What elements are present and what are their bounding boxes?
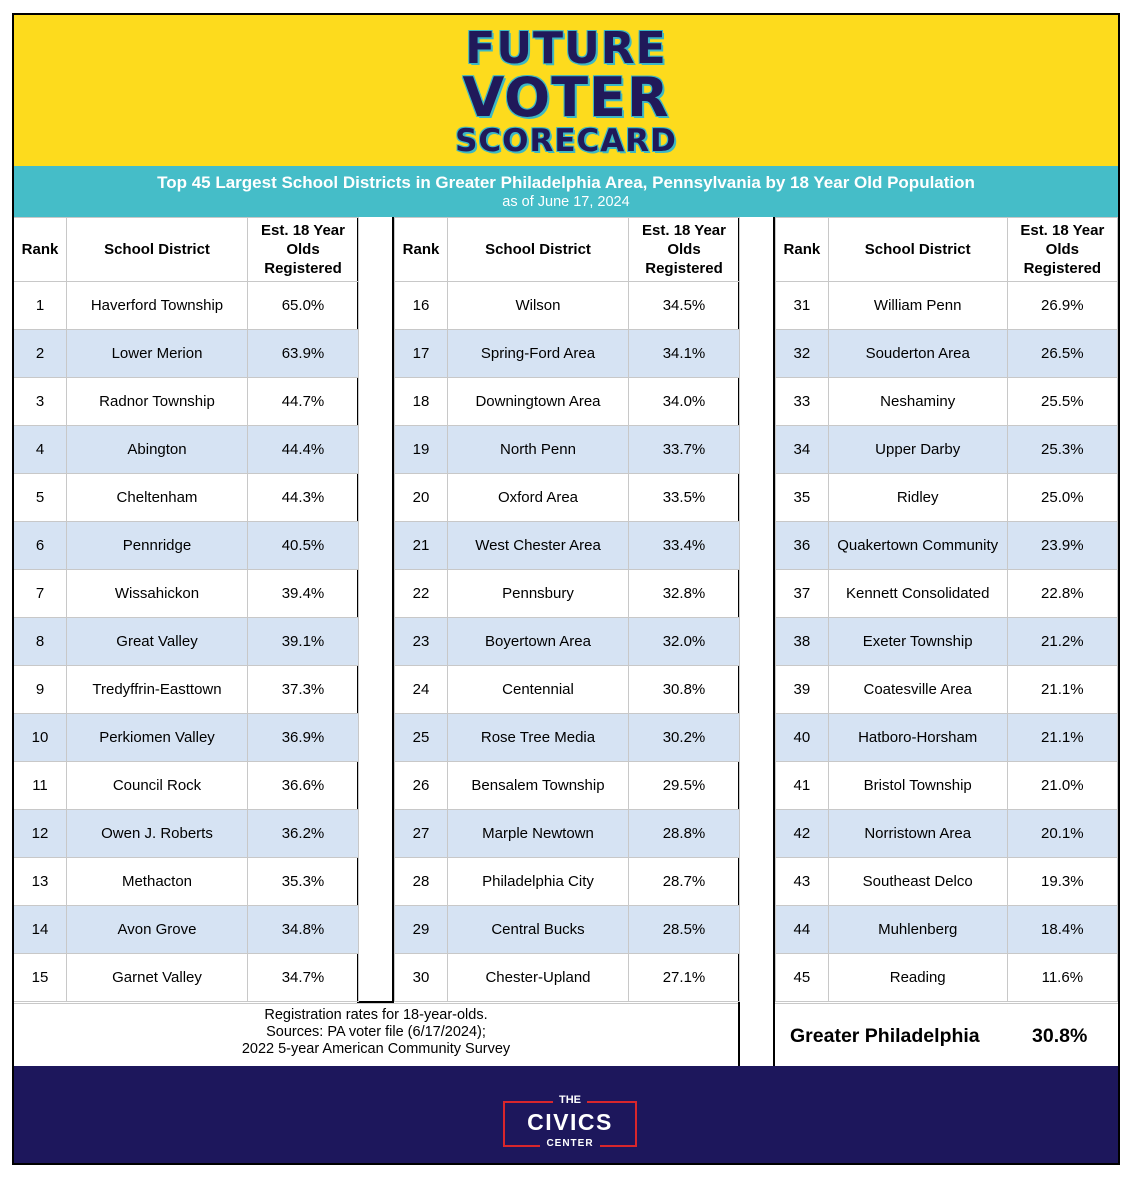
table-row bbox=[776, 858, 1118, 906]
district-cell: William Penn bbox=[828, 282, 1007, 330]
district-cell: Lower Merion bbox=[67, 330, 248, 378]
table-row bbox=[14, 618, 359, 666]
table-row bbox=[395, 666, 740, 714]
rank-cell: 7 bbox=[14, 570, 67, 618]
rank-cell: 27 bbox=[395, 810, 448, 858]
title-banner bbox=[14, 15, 1118, 166]
district-cell: Downingtown Area bbox=[448, 378, 629, 426]
logo-line-voter: VOTER bbox=[462, 66, 670, 129]
rank-cell: 37 bbox=[776, 570, 829, 618]
district-cell: Exeter Township bbox=[828, 618, 1007, 666]
district-cell: North Penn bbox=[448, 426, 629, 474]
table-row bbox=[776, 618, 1118, 666]
registered-pct-cell: 40.5% bbox=[248, 522, 359, 570]
rank-cell: 42 bbox=[776, 810, 829, 858]
registered-pct-cell: 28.5% bbox=[629, 906, 740, 954]
rank-cell: 11 bbox=[14, 762, 67, 810]
table-row bbox=[776, 762, 1118, 810]
registered-pct-cell: 34.7% bbox=[248, 954, 359, 1002]
rank-cell: 10 bbox=[14, 714, 67, 762]
registered-pct-cell: 25.0% bbox=[1007, 474, 1117, 522]
table-row bbox=[776, 330, 1118, 378]
rank-cell: 4 bbox=[14, 426, 67, 474]
table-row bbox=[395, 954, 740, 1002]
rank-cell: 35 bbox=[776, 474, 829, 522]
ranking-table bbox=[13, 217, 359, 1002]
district-cell: Chester-Upland bbox=[448, 954, 629, 1002]
header-school-district: School District bbox=[448, 218, 629, 282]
table-row bbox=[395, 282, 740, 330]
table-row bbox=[14, 762, 359, 810]
registered-pct-cell: 25.3% bbox=[1007, 426, 1117, 474]
table-row bbox=[14, 858, 359, 906]
header-school-district: School District bbox=[828, 218, 1007, 282]
district-cell: Neshaminy bbox=[828, 378, 1007, 426]
registered-pct-cell: 34.0% bbox=[629, 378, 740, 426]
table-row bbox=[395, 618, 740, 666]
date-label: as of June 17, 2024 bbox=[502, 194, 630, 210]
registered-pct-cell: 39.1% bbox=[248, 618, 359, 666]
page-title: Top 45 Largest School Districts in Greater Philadelphia Area, Pennsylvania by 18 Year Old Population bbox=[157, 173, 975, 192]
table-row bbox=[14, 906, 359, 954]
table-row bbox=[395, 474, 740, 522]
registered-pct-cell: 44.3% bbox=[248, 474, 359, 522]
table-row bbox=[776, 666, 1118, 714]
table-row bbox=[776, 906, 1118, 954]
rank-cell: 13 bbox=[14, 858, 67, 906]
header-school-district: School District bbox=[67, 218, 248, 282]
rank-cell: 44 bbox=[776, 906, 829, 954]
district-cell: Tredyffrin-Easttown bbox=[67, 666, 248, 714]
rank-cell: 17 bbox=[395, 330, 448, 378]
total-row bbox=[775, 1003, 1118, 1066]
registered-pct-cell: 20.1% bbox=[1007, 810, 1117, 858]
registered-pct-cell: 34.8% bbox=[248, 906, 359, 954]
table-row bbox=[14, 330, 359, 378]
rank-cell: 23 bbox=[395, 618, 448, 666]
registered-pct-cell: 36.2% bbox=[248, 810, 359, 858]
district-cell: Southeast Delco bbox=[828, 858, 1007, 906]
registered-pct-cell: 21.1% bbox=[1007, 714, 1117, 762]
table-row bbox=[14, 714, 359, 762]
registered-pct-cell: 21.1% bbox=[1007, 666, 1117, 714]
district-cell: Cheltenham bbox=[67, 474, 248, 522]
district-cell: Bensalem Township bbox=[448, 762, 629, 810]
district-cell: Central Bucks bbox=[448, 906, 629, 954]
rank-cell: 40 bbox=[776, 714, 829, 762]
registered-pct-cell: 25.5% bbox=[1007, 378, 1117, 426]
table-row bbox=[14, 282, 359, 330]
table-row bbox=[395, 858, 740, 906]
rank-cell: 12 bbox=[14, 810, 67, 858]
registered-pct-cell: 18.4% bbox=[1007, 906, 1117, 954]
table-row bbox=[395, 330, 740, 378]
rank-cell: 22 bbox=[395, 570, 448, 618]
district-cell: Boyertown Area bbox=[448, 618, 629, 666]
registered-pct-cell: 30.2% bbox=[629, 714, 740, 762]
header-registered: Est. 18 Year Olds Registered bbox=[629, 218, 740, 282]
registered-pct-cell: 33.4% bbox=[629, 522, 740, 570]
rank-cell: 26 bbox=[395, 762, 448, 810]
rank-cell: 41 bbox=[776, 762, 829, 810]
district-cell: Oxford Area bbox=[448, 474, 629, 522]
district-cell: Wissahickon bbox=[67, 570, 248, 618]
table-row bbox=[776, 810, 1118, 858]
total-value: 30.8% bbox=[1032, 1025, 1088, 1047]
rank-cell: 16 bbox=[395, 282, 448, 330]
column-gutter bbox=[738, 217, 775, 1068]
rank-cell: 31 bbox=[776, 282, 829, 330]
rank-cell: 8 bbox=[14, 618, 67, 666]
registered-pct-cell: 23.9% bbox=[1007, 522, 1117, 570]
registered-pct-cell: 32.0% bbox=[629, 618, 740, 666]
registered-pct-cell: 28.8% bbox=[629, 810, 740, 858]
rank-cell: 15 bbox=[14, 954, 67, 1002]
source-notes bbox=[14, 1003, 738, 1066]
table-row bbox=[395, 762, 740, 810]
district-cell: Philadelphia City bbox=[448, 858, 629, 906]
district-cell: Muhlenberg bbox=[828, 906, 1007, 954]
table-row bbox=[14, 522, 359, 570]
table-header-row bbox=[14, 218, 359, 282]
table-row bbox=[395, 714, 740, 762]
footer-band bbox=[14, 1066, 1118, 1163]
rank-cell: 32 bbox=[776, 330, 829, 378]
table-row bbox=[776, 714, 1118, 762]
registered-pct-cell: 33.7% bbox=[629, 426, 740, 474]
registered-pct-cell: 21.0% bbox=[1007, 762, 1117, 810]
district-cell: Ridley bbox=[828, 474, 1007, 522]
district-cell: Haverford Township bbox=[67, 282, 248, 330]
header-rank: Rank bbox=[776, 218, 829, 282]
table-row bbox=[14, 378, 359, 426]
rank-cell: 28 bbox=[395, 858, 448, 906]
column-gutter bbox=[357, 217, 394, 1003]
table-row bbox=[14, 474, 359, 522]
registered-pct-cell: 19.3% bbox=[1007, 858, 1117, 906]
rank-cell: 24 bbox=[395, 666, 448, 714]
district-cell: West Chester Area bbox=[448, 522, 629, 570]
district-cell: Norristown Area bbox=[828, 810, 1007, 858]
rank-cell: 39 bbox=[776, 666, 829, 714]
district-cell: Avon Grove bbox=[67, 906, 248, 954]
rank-cell: 1 bbox=[14, 282, 67, 330]
registered-pct-cell: 65.0% bbox=[248, 282, 359, 330]
header-rank: Rank bbox=[14, 218, 67, 282]
district-cell: Centennial bbox=[448, 666, 629, 714]
district-cell: Great Valley bbox=[67, 618, 248, 666]
total-label: Greater Philadelphia bbox=[790, 1025, 980, 1047]
district-cell: Pennridge bbox=[67, 522, 248, 570]
district-cell: Methacton bbox=[67, 858, 248, 906]
logo-line-scorecard: SCORECARD bbox=[455, 123, 677, 159]
table-row bbox=[395, 570, 740, 618]
registered-pct-cell: 35.3% bbox=[248, 858, 359, 906]
header-registered: Est. 18 Year Olds Registered bbox=[1007, 218, 1117, 282]
rank-cell: 34 bbox=[776, 426, 829, 474]
registered-pct-cell: 36.9% bbox=[248, 714, 359, 762]
rank-cell: 45 bbox=[776, 954, 829, 1002]
registered-pct-cell: 39.4% bbox=[248, 570, 359, 618]
table-row bbox=[14, 426, 359, 474]
rank-cell: 20 bbox=[395, 474, 448, 522]
header-registered: Est. 18 Year Olds Registered bbox=[248, 218, 359, 282]
registered-pct-cell: 33.5% bbox=[629, 474, 740, 522]
logo-the: THE bbox=[553, 1094, 587, 1106]
registered-pct-cell: 37.3% bbox=[248, 666, 359, 714]
registered-pct-cell: 26.5% bbox=[1007, 330, 1117, 378]
notes-line: Sources: PA voter file (6/17/2024); bbox=[266, 1024, 486, 1040]
registered-pct-cell: 29.5% bbox=[629, 762, 740, 810]
rank-cell: 21 bbox=[395, 522, 448, 570]
registered-pct-cell: 32.8% bbox=[629, 570, 740, 618]
registered-pct-cell: 22.8% bbox=[1007, 570, 1117, 618]
district-cell: Hatboro-Horsham bbox=[828, 714, 1007, 762]
logo-center: CENTER bbox=[540, 1138, 599, 1149]
district-cell: Spring-Ford Area bbox=[448, 330, 629, 378]
table-row bbox=[776, 426, 1118, 474]
civics-center-logo bbox=[503, 1094, 637, 1150]
rank-cell: 3 bbox=[14, 378, 67, 426]
ranking-table bbox=[394, 217, 740, 1002]
registered-pct-cell: 63.9% bbox=[248, 330, 359, 378]
registered-pct-cell: 36.6% bbox=[248, 762, 359, 810]
table-row bbox=[395, 906, 740, 954]
table-row bbox=[776, 954, 1118, 1002]
table-header-row bbox=[395, 218, 740, 282]
table-row bbox=[14, 666, 359, 714]
district-cell: Abington bbox=[67, 426, 248, 474]
rank-cell: 43 bbox=[776, 858, 829, 906]
district-cell: Reading bbox=[828, 954, 1007, 1002]
district-cell: Upper Darby bbox=[828, 426, 1007, 474]
registered-pct-cell: 11.6% bbox=[1007, 954, 1117, 1002]
district-cell: Kennett Consolidated bbox=[828, 570, 1007, 618]
table-row bbox=[776, 282, 1118, 330]
table-row bbox=[395, 522, 740, 570]
rank-cell: 5 bbox=[14, 474, 67, 522]
registered-pct-cell: 34.1% bbox=[629, 330, 740, 378]
registered-pct-cell: 44.7% bbox=[248, 378, 359, 426]
table-row bbox=[776, 570, 1118, 618]
subtitle-banner bbox=[14, 166, 1118, 217]
table-row bbox=[395, 810, 740, 858]
logo-line-future: FUTURE bbox=[465, 23, 667, 74]
district-cell: Rose Tree Media bbox=[448, 714, 629, 762]
table-row bbox=[776, 522, 1118, 570]
rank-cell: 9 bbox=[14, 666, 67, 714]
table-row bbox=[776, 474, 1118, 522]
rank-cell: 19 bbox=[395, 426, 448, 474]
rank-cell: 30 bbox=[395, 954, 448, 1002]
registered-pct-cell: 28.7% bbox=[629, 858, 740, 906]
rank-cell: 2 bbox=[14, 330, 67, 378]
logo-civics: CIVICS bbox=[527, 1109, 613, 1135]
table-row bbox=[395, 426, 740, 474]
ranking-table bbox=[775, 217, 1118, 1002]
district-cell: Council Rock bbox=[67, 762, 248, 810]
rank-cell: 6 bbox=[14, 522, 67, 570]
table-header-row bbox=[776, 218, 1118, 282]
table-row bbox=[14, 570, 359, 618]
district-cell: Souderton Area bbox=[828, 330, 1007, 378]
registered-pct-cell: 27.1% bbox=[629, 954, 740, 1002]
rank-cell: 14 bbox=[14, 906, 67, 954]
district-cell: Wilson bbox=[448, 282, 629, 330]
rank-cell: 36 bbox=[776, 522, 829, 570]
district-cell: Bristol Township bbox=[828, 762, 1007, 810]
table-row bbox=[14, 810, 359, 858]
rank-cell: 29 bbox=[395, 906, 448, 954]
district-cell: Radnor Township bbox=[67, 378, 248, 426]
rank-cell: 25 bbox=[395, 714, 448, 762]
district-cell: Garnet Valley bbox=[67, 954, 248, 1002]
table-row bbox=[14, 954, 359, 1002]
table-row bbox=[395, 378, 740, 426]
registered-pct-cell: 26.9% bbox=[1007, 282, 1117, 330]
registered-pct-cell: 34.5% bbox=[629, 282, 740, 330]
district-cell: Pennsbury bbox=[448, 570, 629, 618]
district-cell: Marple Newtown bbox=[448, 810, 629, 858]
district-cell: Perkiomen Valley bbox=[67, 714, 248, 762]
district-cell: Coatesville Area bbox=[828, 666, 1007, 714]
table-row bbox=[776, 378, 1118, 426]
notes-line: 2022 5-year American Community Survey bbox=[241, 1041, 511, 1057]
registered-pct-cell: 30.8% bbox=[629, 666, 740, 714]
rank-cell: 18 bbox=[395, 378, 448, 426]
rank-cell: 33 bbox=[776, 378, 829, 426]
district-cell: Quakertown Community bbox=[828, 522, 1007, 570]
registered-pct-cell: 44.4% bbox=[248, 426, 359, 474]
rank-cell: 38 bbox=[776, 618, 829, 666]
district-cell: Owen J. Roberts bbox=[67, 810, 248, 858]
scorecard-frame bbox=[12, 13, 1120, 1165]
notes-line: Registration rates for 18-year-olds. bbox=[264, 1007, 488, 1023]
registered-pct-cell: 21.2% bbox=[1007, 618, 1117, 666]
header-rank: Rank bbox=[395, 218, 448, 282]
